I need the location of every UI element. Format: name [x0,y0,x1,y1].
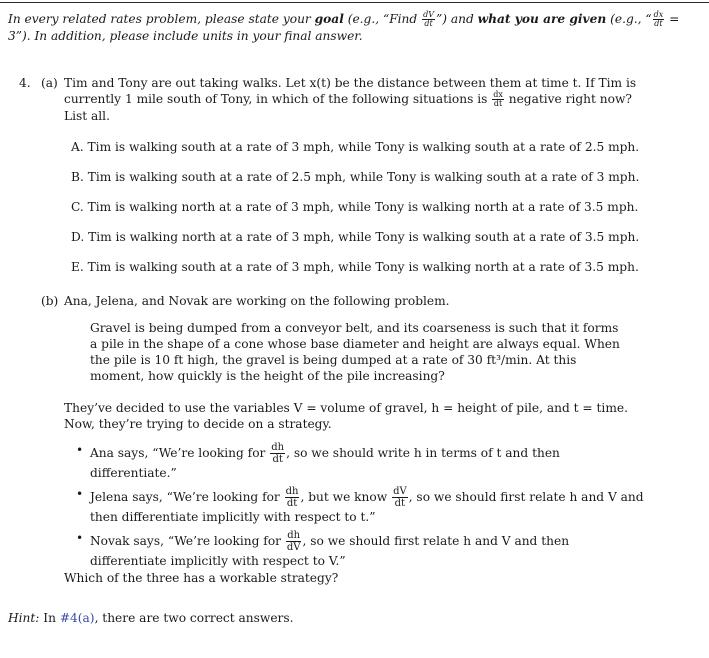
hint-reference-link[interactable]: #4(a) [59,611,95,625]
part-a-question [64,75,654,124]
fraction-dh-dt: $\frac{dh}{dt}$ [271,442,285,465]
part-a-text: Tim and Tony are out taking walks. Let x(t) be the distance between them at time t. If Tim is currently 1 mile south of Tony, in which of the following situations is [64,76,637,106]
fraction-dx-dt: $\frac{dx}{dt}$ [493,90,503,108]
part-b-intro: Ana, Jelena, and Novak are working on the following problem. [64,294,450,308]
jelena-strategy: • Jelena says, “We’re looking for $\frac{dh}{dt}$ , but we know $\frac{dV}{dt}$ , so we should first relate h and V and then differentiate implicitly with respect to t.” [76,486,646,525]
novak-strategy: • Novak says, “We’re looking for $\frac{dh}{dV}$ , so we should first relate h and V and then differentiate implicitly with respect to V.” [76,530,646,569]
part-b-label: (b) [41,294,59,308]
fraction-dv-dt: $\frac{dV}{dt}$ [393,486,407,509]
intro-text: (e.g., “ [606,12,652,26]
final-question: Which of the three has a workable strategy? [64,571,339,585]
part-a-text: negative right now? List all. [64,92,632,123]
fraction-dx-dt: $\frac{dx}{dt}$ [653,10,664,28]
strategy-list [76,442,646,574]
part-a-label: (a) [41,76,58,90]
top-rule [0,2,709,3]
question-number: 4. [19,76,31,90]
fraction-dh-dv: $\frac{dh}{dV}$ [286,530,301,553]
intro-text: ”) and [435,12,478,26]
fraction-dh-dt: $\frac{dh}{dt}$ [285,486,299,509]
intro-text: In every related rates problem, please state your [8,12,315,26]
option-c: C. Tim is walking north at a rate of 3 mph, while Tony is walking north at a rate of 3.5 mph. [71,200,639,214]
option-d: D. Tim is walking north at a rate of 3 mph, while Tony is walking south at a rate of 3.5 mph. [71,230,640,244]
instructions-paragraph [8,11,700,44]
intro-goal: goal [314,12,344,26]
hint-line: Hint: In #4(a), there are two correct answers. [8,611,294,625]
gravel-problem: Gravel is being dumped from a conveyor belt, and its coarseness is such that it forms a pile in the shape of a cone whose base diameter and height are always equal. When the pile is 10 ft high, the gravel is being dumped at a rate of 30 ft³/min. At this moment, how quickly is the height of the pile increasing? [90,321,620,383]
option-b: B. Tim is walking south at a rate of 2.5 mph, while Tony is walking south at a rate of 3 mph. [71,170,640,184]
ana-strategy: • Ana says, “We’re looking for $\frac{dh}{dt}$ , so we should write h in terms of t and then differentiate.” [76,442,646,481]
variables-paragraph: They’ve decided to use the variables V = volume of gravel, h = height of pile, and t = time. Now, they’re trying to decide on a strategy. [64,401,628,431]
intro-what-given: what you are given [477,12,607,26]
hint-label: Hint: [8,611,40,625]
option-a: A. Tim is walking south at a rate of 3 mph, while Tony is walking south at a rate of 2.5 mph. [71,140,640,154]
intro-text: (e.g., “Find [343,12,422,26]
option-e: E. Tim is walking south at a rate of 3 mph, while Tony is walking north at a rate of 3.5 mph. [71,260,639,274]
fraction-dv-dt: $\frac{dV}{dt}$ [423,10,434,28]
intro-text: = 3”). In addition, please include units in your final answer. [8,12,680,43]
